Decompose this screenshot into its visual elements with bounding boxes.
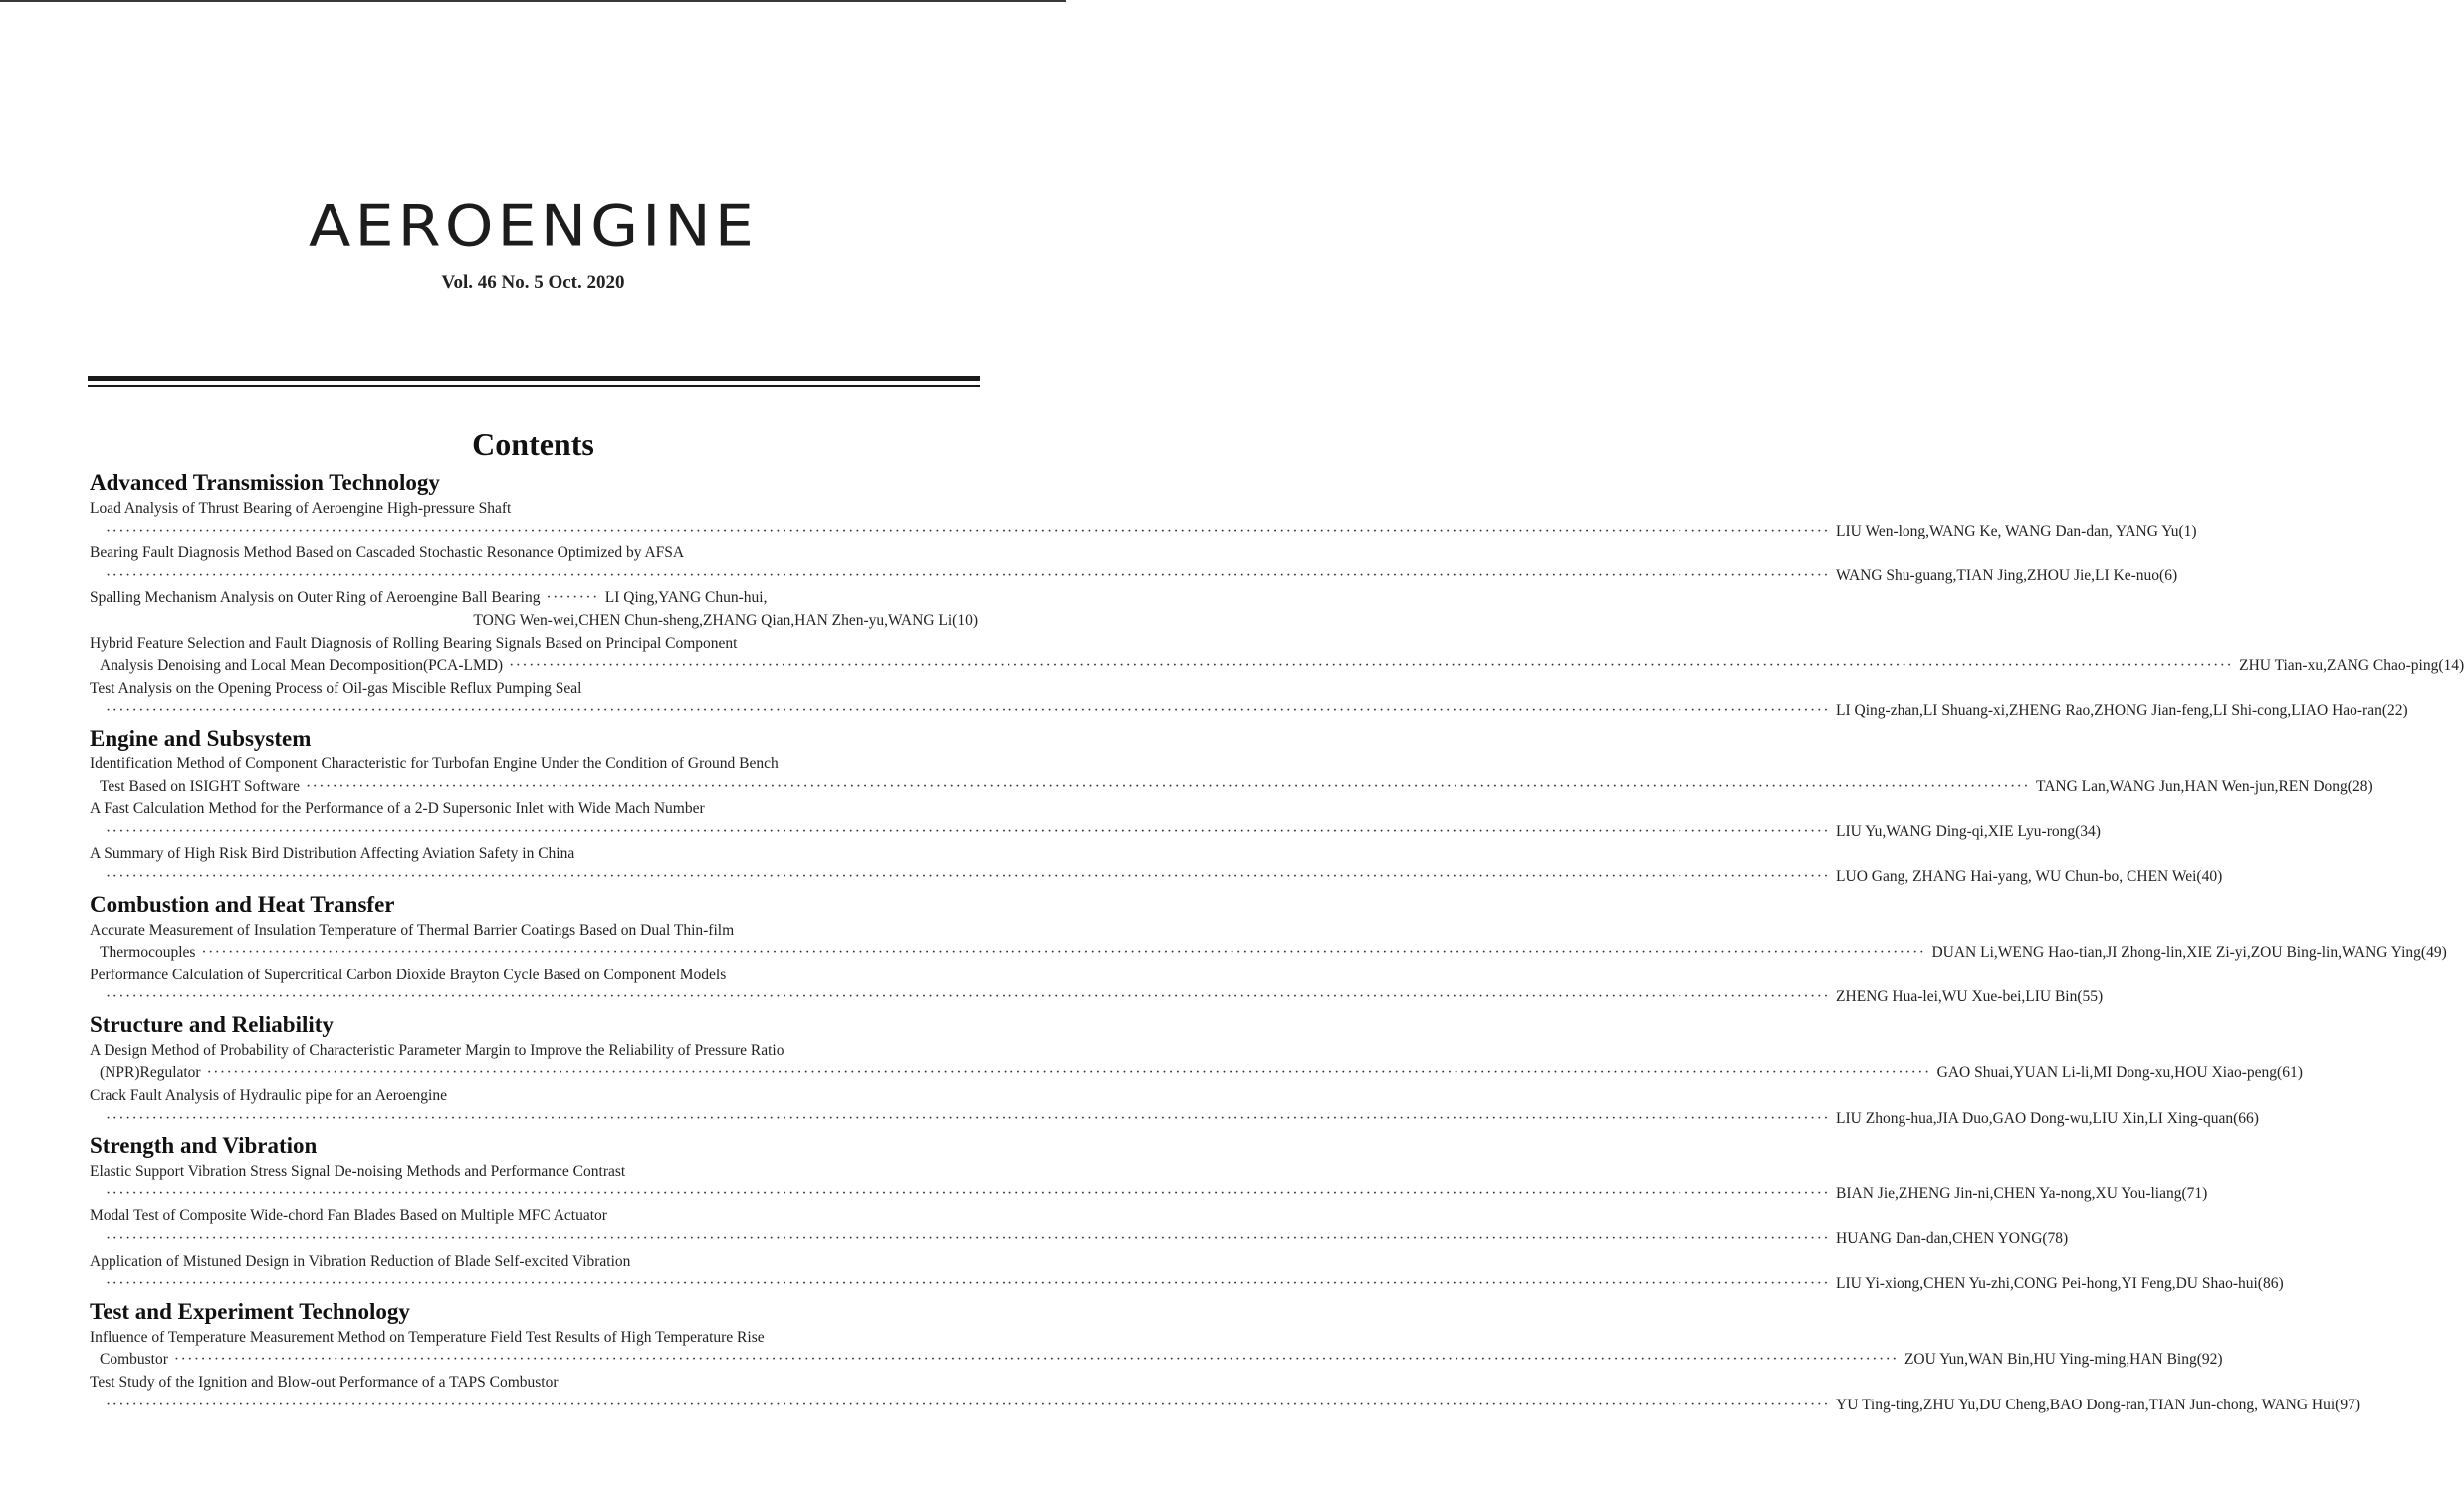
toc-entry-line[interactable] [90, 1273, 2284, 1296]
article-authors-page: ZHENG Hua-lei,WU Xue-bei,LIU Bin(55) [1836, 988, 2104, 1006]
toc-entry-line[interactable] [90, 1251, 978, 1274]
article-authors-page: HUANG Dan-dan,CHEN YONG(78) [1836, 1230, 2069, 1248]
toc-entry-line[interactable] [90, 1085, 978, 1108]
toc-entry-line[interactable] [90, 1040, 978, 1063]
article-authors-page: GAO Shuai,YUAN Li-li,MI Dong-xu,HOU Xiao-peng(61) [1936, 1064, 2303, 1082]
toc-entry-line[interactable] [90, 1327, 978, 1350]
dot-leader: ···································································································································································································································································· [106, 522, 1831, 539]
article-title: Crack Fault Analysis of Hydraulic pipe for an Aeroengine [90, 1087, 447, 1105]
toc-entry-line[interactable] [90, 776, 2373, 799]
table-of-contents [90, 467, 2464, 1416]
toc-entry-line[interactable] [90, 700, 2408, 723]
article-authors-page: DUAN Li,WENG Hao-tian,JI Zhong-lin,XIE Zi-yi,ZOU Bing-lin,WANG Ying(49) [1931, 944, 2447, 962]
toc-entry-line[interactable] [90, 498, 978, 521]
article-title: Thermocouples [100, 944, 196, 962]
toc-entry-line[interactable] [90, 1349, 2223, 1372]
article-authors-page: LI Qing-zhan,LI Shuang-xi,ZHENG Rao,ZHONG Jian-feng,LI Shi-cong,LIAO Hao-ran(22) [1836, 702, 2408, 720]
toc-entry-line[interactable] [90, 754, 978, 776]
contents-heading: Contents [472, 426, 594, 462]
dot-leader: ···································································································································································································································································· [106, 566, 1831, 584]
dot-leader: ···································································································································································································································································· [106, 988, 1831, 1006]
toc-entry-line[interactable] [90, 610, 978, 633]
article-title: Influence of Temperature Measurement Method on Temperature Field Test Results of High Temperature Rise [90, 1328, 765, 1346]
article-authors-page: WANG Shu-guang,TIAN Jing,ZHOU Jie,LI Ke-nuo(6) [1836, 566, 2178, 584]
article-title: Accurate Measurement of Insulation Temperature of Thermal Barrier Coatings Based on Dual Thin-film [90, 921, 735, 939]
article-authors-page: LI Qing,YANG Chun-hui, [604, 589, 768, 607]
article-authors-page: LIU Wen-long,WANG Ke, WANG Dan-dan, YANG Yu(1) [1836, 522, 2197, 539]
section-heading: Advanced Transmission Technology [90, 470, 440, 495]
dot-leader: ···································································································································································································································································· [106, 1275, 1831, 1293]
article-title: Application of Mistuned Design in Vibration Reduction of Blade Self-excited Vibration [90, 1252, 631, 1270]
divider-thick [88, 376, 980, 381]
article-authors-page: TANG Lan,WANG Jun,HAN Wen-jun,REN Dong(28) [2036, 777, 2373, 795]
article-title: Modal Test of Composite Wide-chord Fan Blades Based on Multiple MFC Actuator [90, 1207, 607, 1225]
toc-entry-line[interactable] [90, 1108, 2259, 1131]
toc-entry-line[interactable] [90, 1228, 2069, 1251]
toc-entry-line[interactable] [90, 1161, 978, 1184]
dot-leader: ········ [546, 589, 599, 607]
toc-entry-line[interactable] [90, 866, 2223, 889]
toc-entry-line[interactable] [90, 565, 2178, 588]
article-title: Spalling Mechanism Analysis on Outer Ring of Aeroengine Ball Bearing [90, 589, 541, 607]
dot-leader: ···································································································································································································································································· [106, 1230, 1831, 1248]
toc-entry-line[interactable] [90, 1062, 2303, 1085]
toc-entry-line[interactable] [90, 1205, 978, 1228]
toc-entry-line[interactable] [90, 521, 2197, 543]
toc-entry-line[interactable] [90, 920, 978, 943]
toc-entry-line[interactable] [90, 655, 2464, 678]
dot-leader: ···································································································································································································································································· [106, 1185, 1831, 1202]
toc-entry-line[interactable] [90, 587, 978, 610]
section-heading: Structure and Reliability [90, 1011, 334, 1037]
article-title: A Design Method of Probability of Characteristic Parameter Margin to Improve the Reliability of Pressure Ratio [90, 1041, 784, 1059]
toc-entry-line[interactable] [90, 965, 978, 987]
article-authors-page: YU Ting-ting,ZHU Yu,DU Cheng,BAO Dong-ran,TIAN Jun-chong, WANG Hui(97) [1836, 1396, 2361, 1413]
toc-entry-line[interactable] [90, 1372, 978, 1395]
article-authors-page: LUO Gang, ZHANG Hai-yang, WU Chun-bo, CHEN Wei(40) [1836, 867, 2223, 885]
toc-entry-line[interactable] [90, 1184, 2208, 1206]
article-title: A Fast Calculation Method for the Performance of a 2-D Supersonic Inlet with Wide Mach Number [90, 800, 705, 818]
article-authors-page: LIU Zhong-hua,JIA Duo,GAO Dong-wu,LIU Xin,LI Xing-quan(66) [1836, 1109, 2259, 1127]
toc-entry-line[interactable] [90, 633, 978, 656]
dot-leader: ···································································································································································································································································· [106, 1396, 1831, 1413]
article-authors-page: ZOU Yun,WAN Bin,HU Ying-ming,HAN Bing(92) [1904, 1351, 2223, 1369]
section-heading: Combustion and Heat Transfer [90, 891, 395, 917]
article-title: Elastic Support Vibration Stress Signal De-noising Methods and Performance Contrast [90, 1163, 626, 1181]
toc-entry-line[interactable] [90, 821, 2101, 844]
article-title: Combustor [100, 1351, 168, 1369]
article-title: Test Based on ISIGHT Software [100, 777, 300, 795]
toc-entry-line[interactable] [90, 1395, 2361, 1417]
article-title: Hybrid Feature Selection and Fault Diagnosis of Rolling Bearing Signals Based on Principal Component [90, 634, 738, 652]
dot-leader: ···································································································································································································································································· [106, 1109, 1831, 1127]
article-title: Test Analysis on the Opening Process of Oil-gas Miscible Reflux Pumping Seal [90, 679, 582, 697]
article-authors-page: TONG Wen-wei,CHEN Chun-sheng,ZHANG Qian,HAN Zhen-yu,WANG Li(10) [473, 611, 978, 629]
journal-name: AEROENGINE [309, 191, 758, 260]
dot-leader: ···································································································································································································································································· [106, 867, 1831, 885]
article-authors-page: ZHU Tian-xu,ZANG Chao-ping(14) [2239, 657, 2464, 675]
toc-entry-line[interactable] [90, 942, 2447, 965]
toc-entry-line[interactable] [90, 986, 2104, 1009]
toc-entry-line[interactable] [90, 542, 978, 565]
section-heading: Engine and Subsystem [90, 725, 312, 751]
top-border-line [0, 0, 1066, 2]
article-authors-page: LIU Yi-xiong,CHEN Yu-zhi,CONG Pei-hong,YI Feng,DU Shao-hui(86) [1836, 1275, 2284, 1293]
toc-entry-line[interactable] [90, 843, 978, 866]
toc-entry-line[interactable] [90, 678, 978, 701]
dot-leader: ···································································································································································································································································· [106, 702, 1831, 720]
article-title: Bearing Fault Diagnosis Method Based on Cascaded Stochastic Resonance Optimized by AFSA [90, 544, 685, 562]
dot-leader: ···································································································································································································································································· [509, 657, 2234, 675]
article-title: (NPR)Regulator [100, 1064, 201, 1082]
article-title: Performance Calculation of Supercritical Carbon Dioxide Brayton Cycle Based on Component Models [90, 966, 727, 983]
article-authors-page: LIU Yu,WANG Ding-qi,XIE Lyu-rong(34) [1836, 822, 2101, 840]
volume-issue-line: Vol. 46 No. 5 Oct. 2020 [441, 272, 625, 293]
dot-leader: ···································································································································································································································································· [206, 1064, 1931, 1082]
article-title: A Summary of High Risk Bird Distribution Affecting Aviation Safety in China [90, 845, 575, 863]
dot-leader: ···································································································································································································································································· [106, 822, 1831, 840]
divider-thin [88, 385, 980, 387]
toc-entry-line[interactable] [90, 798, 978, 821]
dot-leader: ···································································································································································································································································· [201, 944, 1926, 962]
section-heading: Test and Experiment Technology [90, 1298, 410, 1324]
dot-leader: ···································································································································································································································································· [173, 1351, 1899, 1369]
article-title: Identification Method of Component Characteristic for Turbofan Engine Under the Condition of Ground Bench [90, 754, 779, 772]
article-title: Analysis Denoising and Local Mean Decomposition(PCA-LMD) [100, 657, 504, 675]
article-authors-page: BIAN Jie,ZHENG Jin-ni,CHEN Ya-nong,XU You-liang(71) [1836, 1185, 2208, 1202]
section-heading: Strength and Vibration [90, 1133, 318, 1159]
dot-leader: ···································································································································································································································································· [305, 777, 2030, 795]
article-title: Test Study of the Ignition and Blow-out Performance of a TAPS Combustor [90, 1374, 559, 1391]
article-title: Load Analysis of Thrust Bearing of Aeroengine High-pressure Shaft [90, 500, 512, 517]
